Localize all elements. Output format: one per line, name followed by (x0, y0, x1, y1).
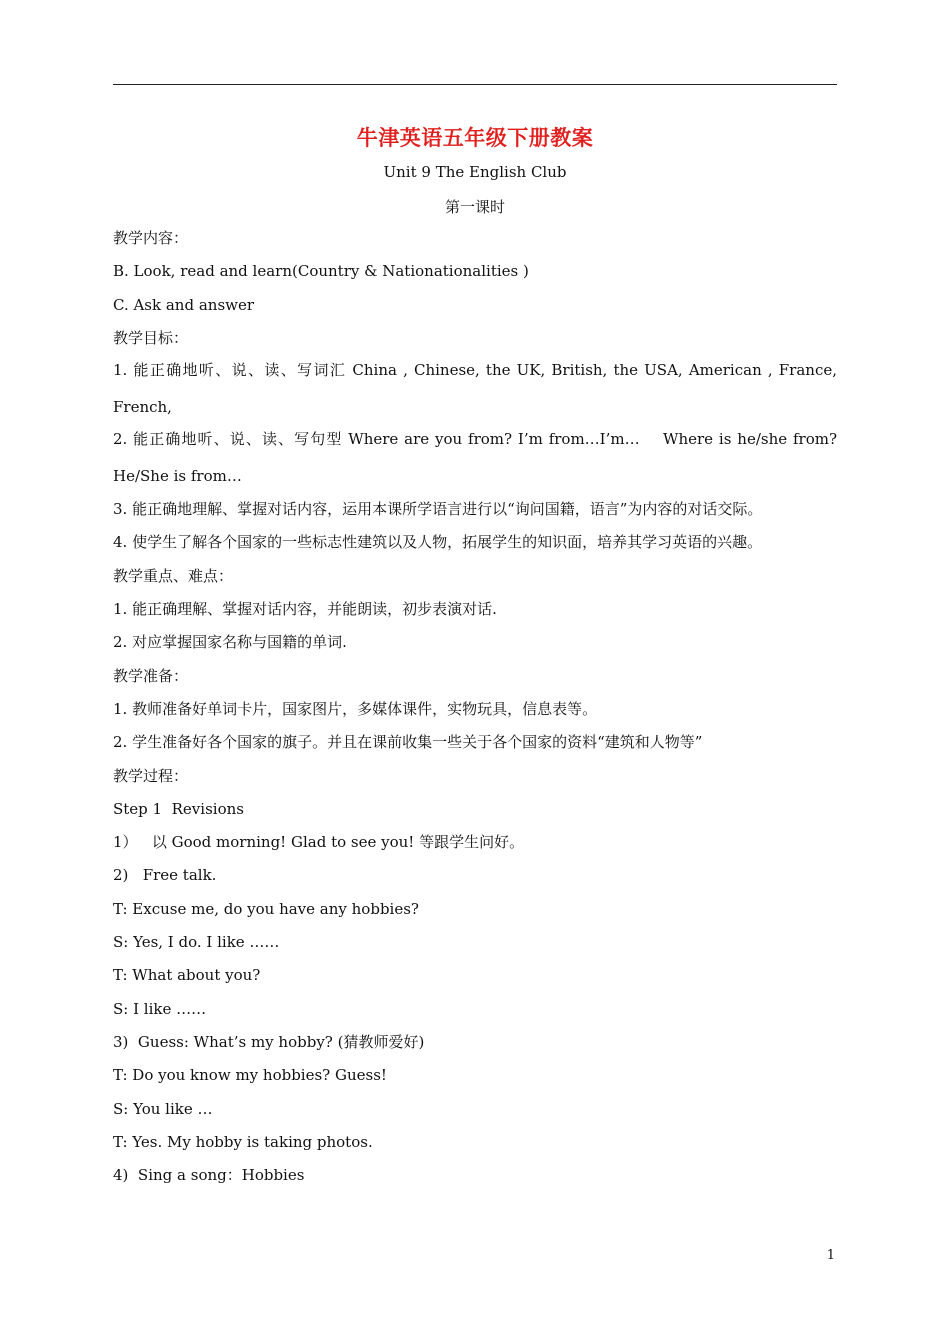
step-heading: Step 1 Revisions (113, 799, 244, 818)
procedure-line: 1） 以 Good morning! Glad to see you! 等跟学生问好。 (113, 833, 525, 852)
objective-item-3: 3. 能正确地理解、掌握对话内容，运用本课所学语言进行以“询问国籍，语言”为内容的对话交际。 (113, 500, 763, 519)
dialogue-line: S: I like …… (113, 999, 207, 1018)
key-point-item-2: 2. 对应掌握国家名称与国籍的单词. (113, 633, 347, 652)
dialogue-line: S: You like … (113, 1099, 213, 1118)
procedure-line: 2) Free talk. (113, 866, 217, 885)
objective-item-2: 2. 能正确地听、说、读、写句型 Where are you from? I’m from…I’m… Where is he/she from? He/She is from… (113, 430, 842, 486)
section-heading-objectives: 教学目标： (113, 328, 189, 347)
section-heading-key-points: 教学重点、难点： (113, 566, 234, 585)
preparation-item-1: 1. 教师准备好单词卡片，国家图片，多媒体课件，实物玩具，信息表等。 (113, 699, 598, 718)
section-heading-procedure: 教学过程： (113, 766, 189, 785)
procedure-line: 4) Sing a song：Hobbies (113, 1166, 305, 1185)
objective-item-1: 1. 能正确地听、说、读、写词汇 China , Chinese, the UK, British, the USA, American , France, French, (113, 361, 842, 417)
unit-subtitle: Unit 9 The English Club (383, 163, 567, 181)
section-heading-content: 教学内容： (113, 229, 189, 247)
section-heading-preparation: 教学准备： (113, 666, 189, 685)
dialogue-line: S: Yes, I do. I like …… (113, 933, 280, 952)
lesson-subtitle: 第一课时 (444, 198, 505, 216)
document-title: 牛津英语五年级下册教案 (356, 126, 594, 150)
preparation-item-2: 2. 学生准备好各个国家的旗子。并且在课前收集一些关于各个国家的资料“建筑和人物等” (113, 733, 703, 752)
objective-item-4: 4. 使学生了解各个国家的一些标志性建筑以及人物，拓展学生的知识面，培养其学习英语的兴趣。 (113, 533, 763, 552)
dialogue-line: T: Do you know my hobbies? Guess! (113, 1066, 387, 1085)
content-item-c: C. Ask and answer (113, 295, 255, 314)
dialogue-line: T: Excuse me, do you have any hobbies? (113, 899, 419, 918)
lesson-plan-body (113, 228, 842, 1198)
procedure-line: 3) Guess: What’s my hobby? (猜教师爱好) (113, 1032, 425, 1051)
header-rule (113, 84, 837, 85)
dialogue-line: T: What about you? (113, 966, 261, 985)
content-item-b: B. Look, read and learn(Country & Nationationalities ) (113, 262, 529, 281)
dialogue-line: T: Yes. My hobby is taking photos. (113, 1132, 373, 1151)
key-point-item-1: 1. 能正确理解、掌握对话内容，并能朗读，初步表演对话. (113, 600, 497, 619)
page-number: 1 (826, 1248, 835, 1263)
